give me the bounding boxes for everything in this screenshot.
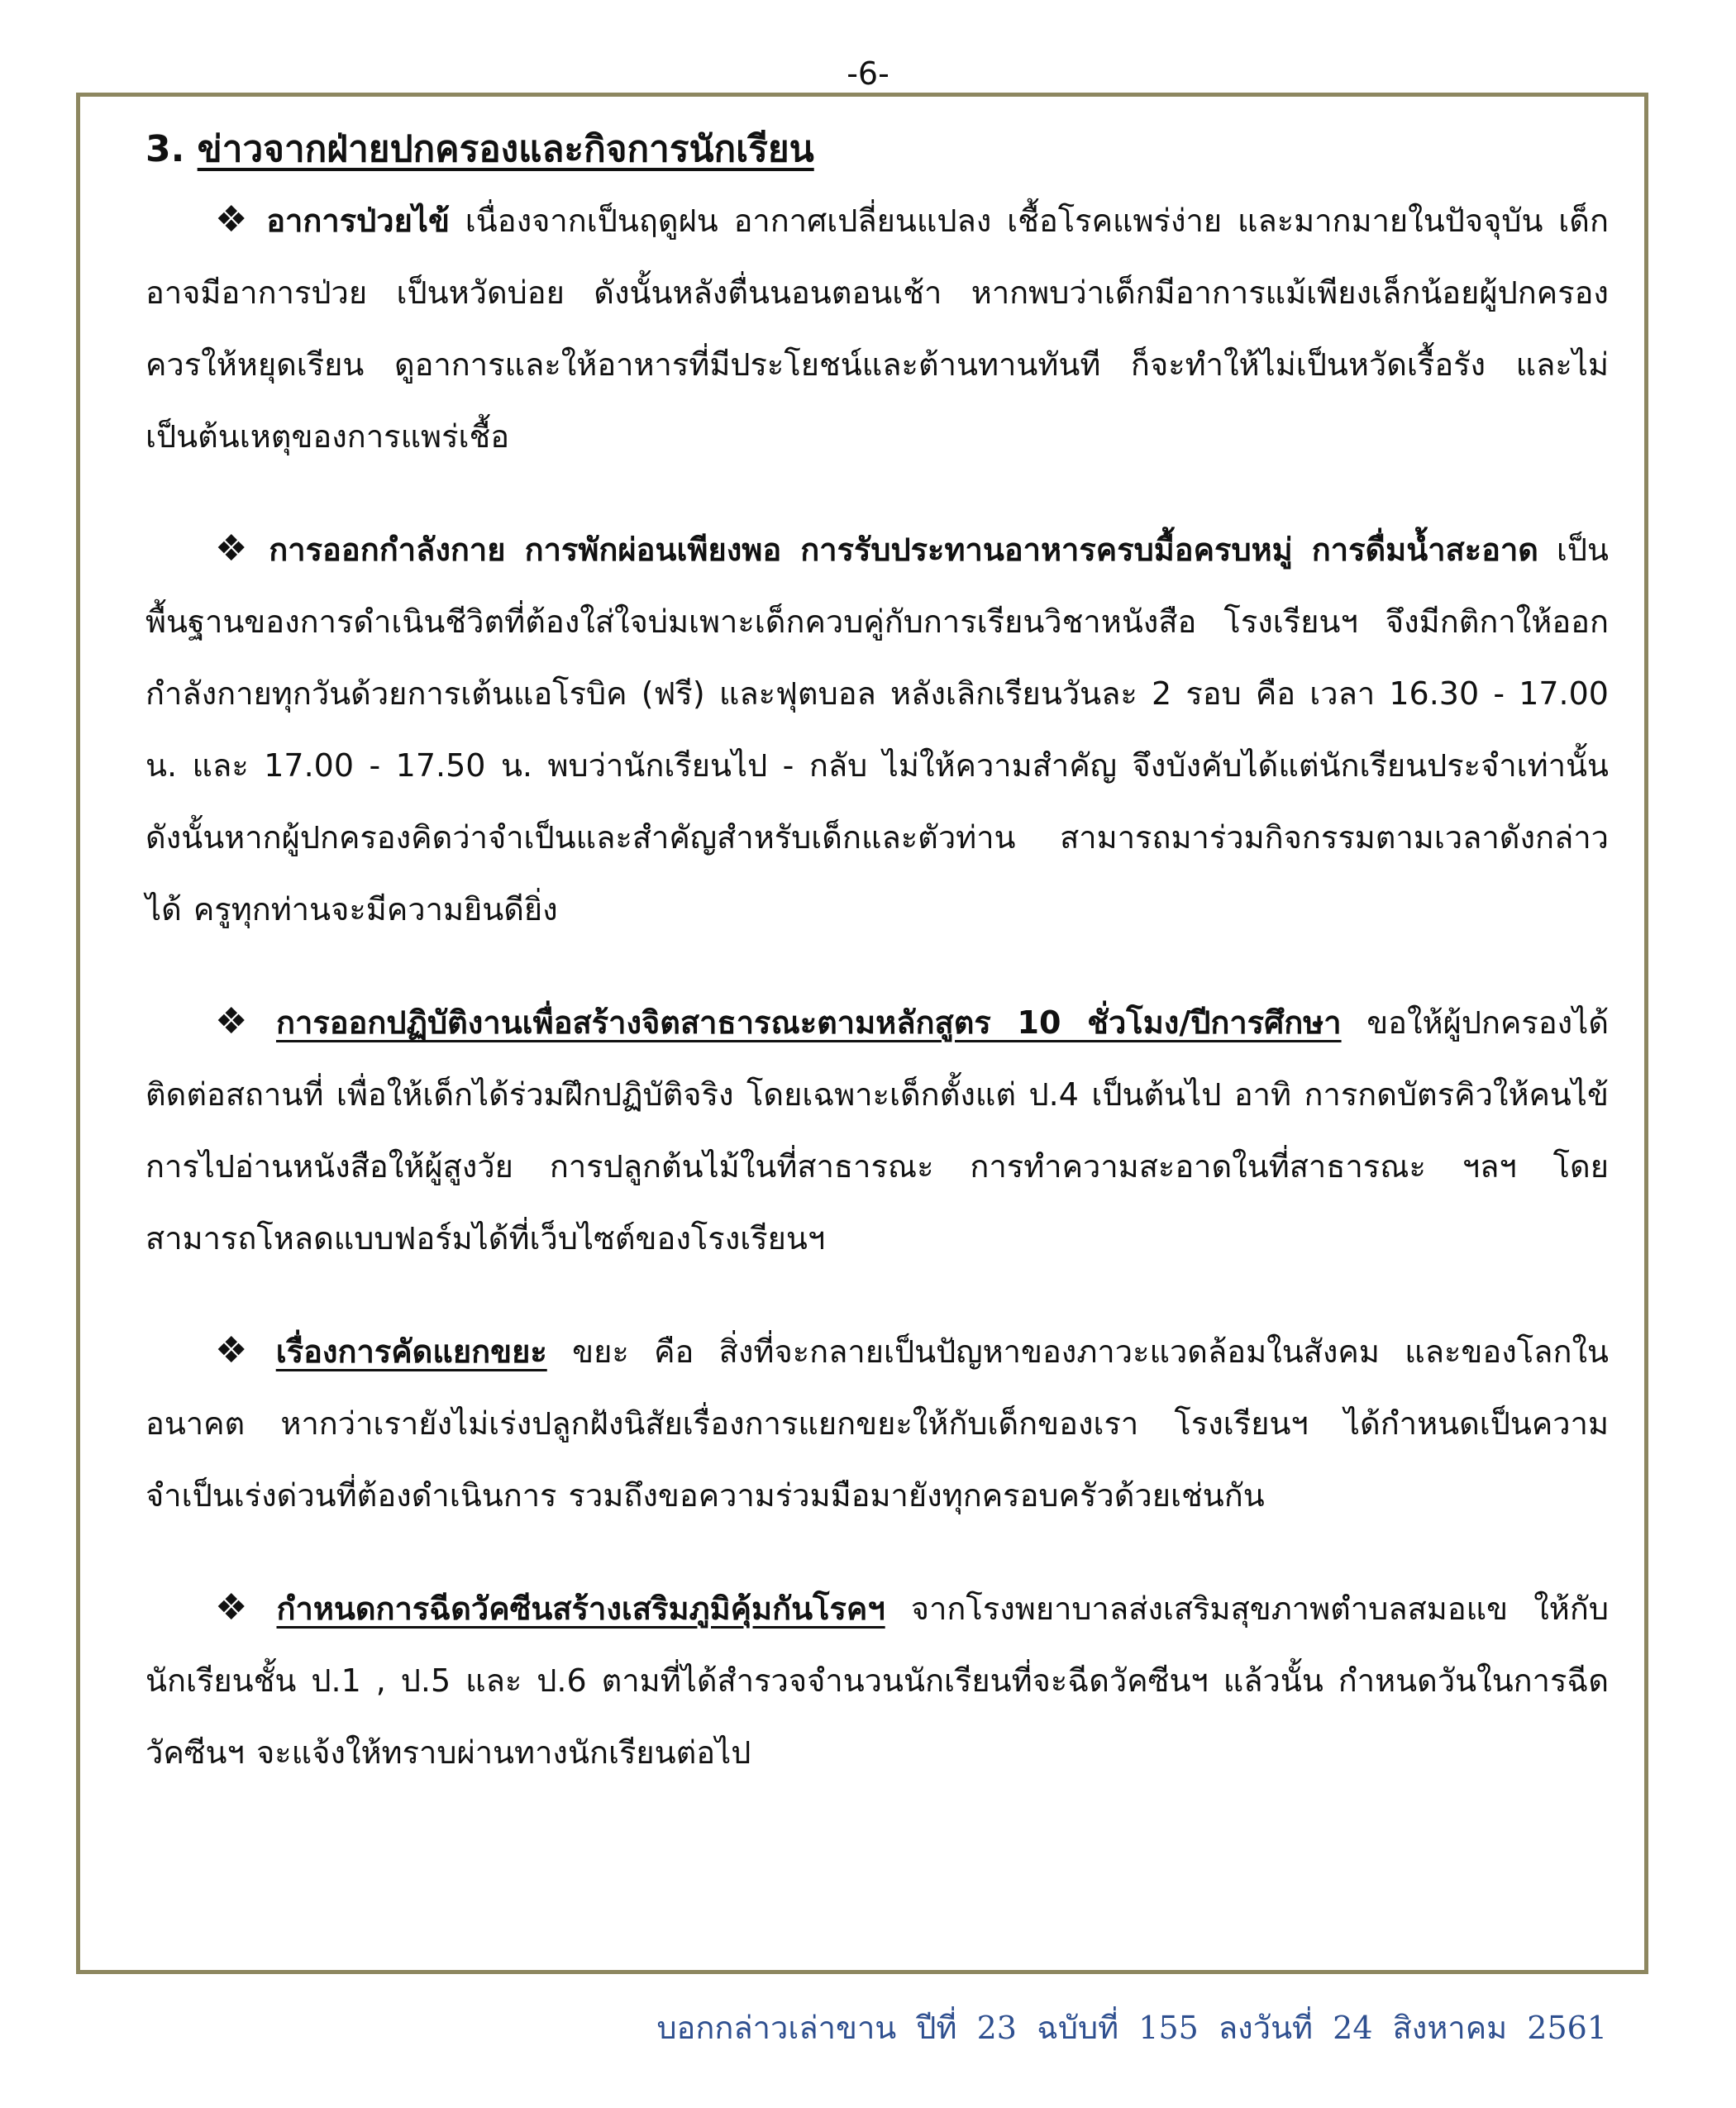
paragraph-lead: อาการป่วยไข้ [266, 203, 450, 239]
diamond-bullet-icon: ❖ [215, 527, 255, 570]
paragraph-public-service [145, 985, 1609, 1275]
paragraph-lead: เรื่องการคัดแยกขยะ [275, 1333, 547, 1370]
paragraph-body: ขอให้ผู้ปกครองได้ติดต่อสถานที่ เพื่อให้เด็กได้ร่วมฝึกปฏิบัติจริง โดยเฉพาะเด็กตั้งแต่ ป.4 เป็นต้นไป อาทิ การกดบัตรคิวให้คนไข้ การไปอ่านหนังสือให้ผู้สูงวัย การปลูกต้นไม้ในที่สาธารณะ การทำความสะอาดในที่สาธารณะ ฯลฯ โดยสามารถโหลดแบบฟอร์มได้ที่เว็บไซต์ของโรงเรียนฯ [145, 1004, 1609, 1257]
diamond-bullet-icon: ❖ [215, 1329, 261, 1371]
newsletter-content [145, 124, 1609, 1829]
diamond-bullet-icon: ❖ [215, 198, 252, 241]
paragraph-lead: การออกปฏิบัติงานเพื่อสร้างจิตสาธารณะตามหลักสูตร 10 ชั่วโมง/ปีการศึกษา [275, 1004, 1342, 1041]
newsletter-footer: บอกกล่าวเล่าขาน ปีที่ 23 ฉบับที่ 155 ลงวันที่ 24 สิงหาคม 2561 [656, 2010, 1607, 2046]
paragraph-waste-sorting [145, 1314, 1609, 1532]
paragraph-body: เนื่องจากเป็นฤดูฝน อากาศเปลี่ยนแปลง เชื้อโรคแพร่ง่าย และมากมายในปัจจุบัน เด็กอาจมีอาการป่วย เป็นหวัดบ่อย ดังนั้นหลังตื่นนอนตอนเช้า หากพบว่าเด็กมีอาการแม้เพียงเล็กน้อยผู้ปกครองควรให้หยุดเรียน ดูอาการและให้อาหารที่มีประโยชน์และต้านทานทันที ก็จะทำให้ไม่เป็นหวัดเรื้อรัง และไม่เป็นต้นเหตุของการแพร่เชื้อ [145, 203, 1609, 455]
paragraph-body: เป็นพื้นฐานของการดำเนินชีวิตที่ต้องใส่ใจบ่มเพาะเด็กควบคู่กับการเรียนวิชาหนังสือ โรงเรียนฯ จึงมีกติกาให้ออกกำลังกายทุกวันด้วยการเต้นแอโรบิค (ฟรี) และฟุตบอล หลังเลิกเรียนวันละ 2 รอบ คือ เวลา 16.30 - 17.00 น. และ 17.00 - 17.50 น. พบว่านักเรียนไป - กลับ ไม่ให้ความสำคัญ จึงบังคับได้แต่นักเรียนประจำเท่านั้น ดังนั้นหากผู้ปกครองคิดว่าจำเป็นและสำคัญสำหรับเด็กและตัวท่าน สามารถมาร่วมกิจกรรมตามเวลาดังกล่าวได้ ครูทุกท่านจะมีความยินดียิ่ง [145, 532, 1609, 928]
paragraph-exercise [145, 513, 1609, 946]
paragraph-lead: กำหนดการฉีดวัคซีนสร้างเสริมภูมิคุ้มกันโรคฯ [276, 1591, 885, 1627]
diamond-bullet-icon: ❖ [215, 1000, 261, 1042]
section-title: ข่าวจากฝ่ายปกครองและกิจการนักเรียน [197, 128, 814, 170]
paragraph-illness [145, 184, 1609, 473]
diamond-bullet-icon: ❖ [215, 1586, 262, 1629]
section-number: 3. [145, 128, 185, 170]
paragraph-vaccination [145, 1571, 1609, 1789]
paragraph-lead: การออกกำลังกาย การพักผ่อนเพียงพอ การรับประทานอาหารครบมื้อครบหมู่ การดื่มน้ำสะอาด [269, 532, 1538, 568]
paragraph-body: จากโรงพยาบาลส่งเสริมสุขภาพตำบลสมอแข ให้กับนักเรียนชั้น ป.1 , ป.5 และ ป.6 ตามที่ได้สำรวจจำนวนนักเรียนที่จะฉีดวัคซีนฯ แล้วนั้น กำหนดวันในการฉีดวัคซีนฯ จะแจ้งให้ทราบผ่านทางนักเรียนต่อไป [145, 1591, 1609, 1771]
paragraph-body: ขยะ คือ สิ่งที่จะกลายเป็นปัญหาของภาวะแวดล้อมในสังคม และของโลกในอนาคต หากว่าเรายังไม่เร่งปลูกฝังนิสัยเรื่องการแยกขยะให้กับเด็กของเรา โรงเรียนฯ ได้กำหนดเป็นความจำเป็นเร่งด่วนที่ต้องดำเนินการ รวมถึงขอความร่วมมือมายังทุกครอบครัวด้วยเช่นกัน [145, 1333, 1610, 1514]
section-heading [145, 124, 1609, 175]
page-number: -6- [847, 55, 889, 92]
